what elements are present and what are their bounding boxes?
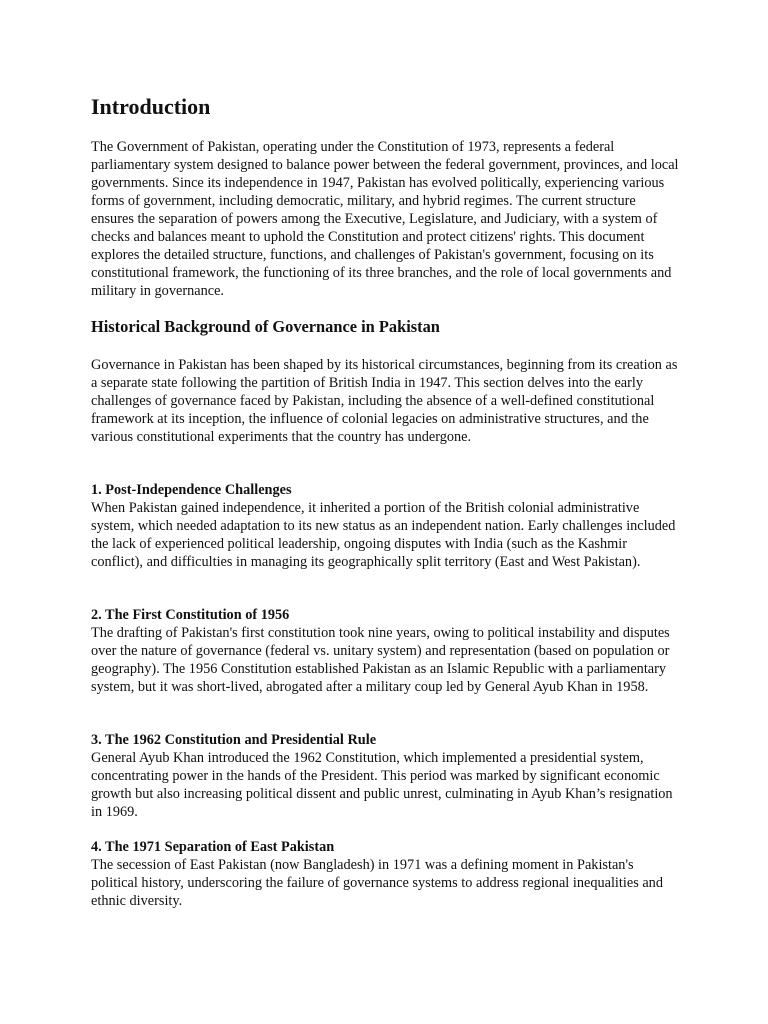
subsection-1962-constitution <box>91 731 681 821</box>
subsection-title: 4. The 1971 Separation of East Pakistan <box>91 839 335 855</box>
subsection-1971-separation <box>91 838 681 910</box>
section-heading: Historical Background of Governance in Pakistan <box>91 317 440 336</box>
subsection-post-independence <box>91 481 681 571</box>
subsection-body: When Pakistan gained independence, it inherited a portion of the British colonial administrative system, which needed adaptation to its new status as an independent nation. Early challenges included the lack of experienced political leadership, ongoing disputes with India (such as the Kashmir conflict), and difficulties in managing its geographically split territory (East and West Pakistan). <box>91 500 676 570</box>
subsection-title: 1. Post-Independence Challenges <box>91 482 292 498</box>
subsection-body: The secession of East Pakistan (now Bangladesh) in 1971 was a defining moment in Pakistan's political history, underscoring the failure of governance systems to address regional inequalities and ethnic diversity. <box>91 857 663 909</box>
subsection-body: The drafting of Pakistan's first constitution took nine years, owing to political instability and disputes over the nature of governance (federal vs. unitary system) and representation (based on population or geography). The 1956 Constitution established Pakistan as an Islamic Republic with a parliamentary system, but it was short-lived, abrogated after a military coup led by General Ayub Khan in 1958. <box>91 625 670 695</box>
subsection-title: 2. The First Constitution of 1956 <box>91 607 290 623</box>
subsection-first-constitution <box>91 606 681 696</box>
section-intro-paragraph: Governance in Pakistan has been shaped by its historical circumstances, beginning from its creation as a separate state following the partition of British India in 1947. This section delves into the early challenges of governance faced by Pakistan, including the absence of a well-defined constitutional framework at its inception, the influence of colonial legacies on administrative structures, and the various constitutional experiments that the country has undergone. <box>91 357 678 445</box>
document-title: Introduction <box>91 94 211 119</box>
subsection-body: General Ayub Khan introduced the 1962 Constitution, which implemented a presidential system, concentrating power in the hands of the President. This period was marked by significant economic growth but also increasing political dissent and public unrest, culminating in Ayub Khan’s resignation in 1969. <box>91 750 673 820</box>
intro-paragraph: The Government of Pakistan, operating under the Constitution of 1973, represents a federal parliamentary system designed to balance power between the federal government, provinces, and local governments. Since its independence in 1947, Pakistan has evolved politically, experiencing various forms of government, including democratic, military, and hybrid regimes. The current structure ensures the separation of powers among the Executive, Legislature, and Judiciary, with a system of checks and balances meant to uphold the Constitution and protect citizens' rights. This document explores the detailed structure, functions, and challenges of Pakistan's government, focusing on its constitutional framework, the functioning of its three branches, and the role of local governments and military in governance. <box>91 139 679 299</box>
subsection-title: 3. The 1962 Constitution and Presidential Rule <box>91 732 377 748</box>
